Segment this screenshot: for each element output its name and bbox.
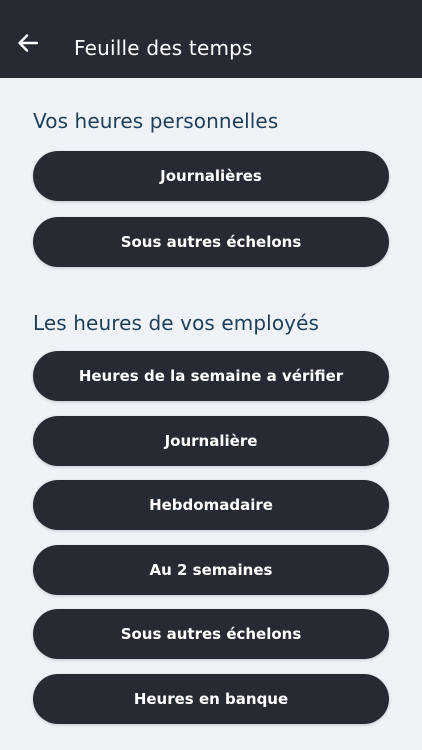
- banked-hours-button[interactable]: Heures en banque: [33, 674, 389, 724]
- other-levels-employees-button[interactable]: Sous autres échelons: [33, 609, 389, 659]
- daily-employees-button[interactable]: Journalière: [33, 416, 389, 466]
- section-title-personal: Vos heures personnelles: [33, 109, 279, 133]
- back-button[interactable]: [16, 31, 40, 55]
- week-to-verify-button[interactable]: Heures de la semaine a vérifier: [33, 351, 389, 401]
- biweekly-button[interactable]: Au 2 semaines: [33, 545, 389, 595]
- other-levels-personal-button[interactable]: Sous autres échelons: [33, 217, 389, 267]
- app-bar: [0, 0, 422, 78]
- weekly-button[interactable]: Hebdomadaire: [33, 480, 389, 530]
- daily-personal-button[interactable]: Journalières: [33, 151, 389, 201]
- arrow-left-icon: [17, 33, 39, 53]
- section-title-employees: Les heures de vos employés: [33, 311, 320, 335]
- page-title: Feuille des temps: [74, 36, 253, 60]
